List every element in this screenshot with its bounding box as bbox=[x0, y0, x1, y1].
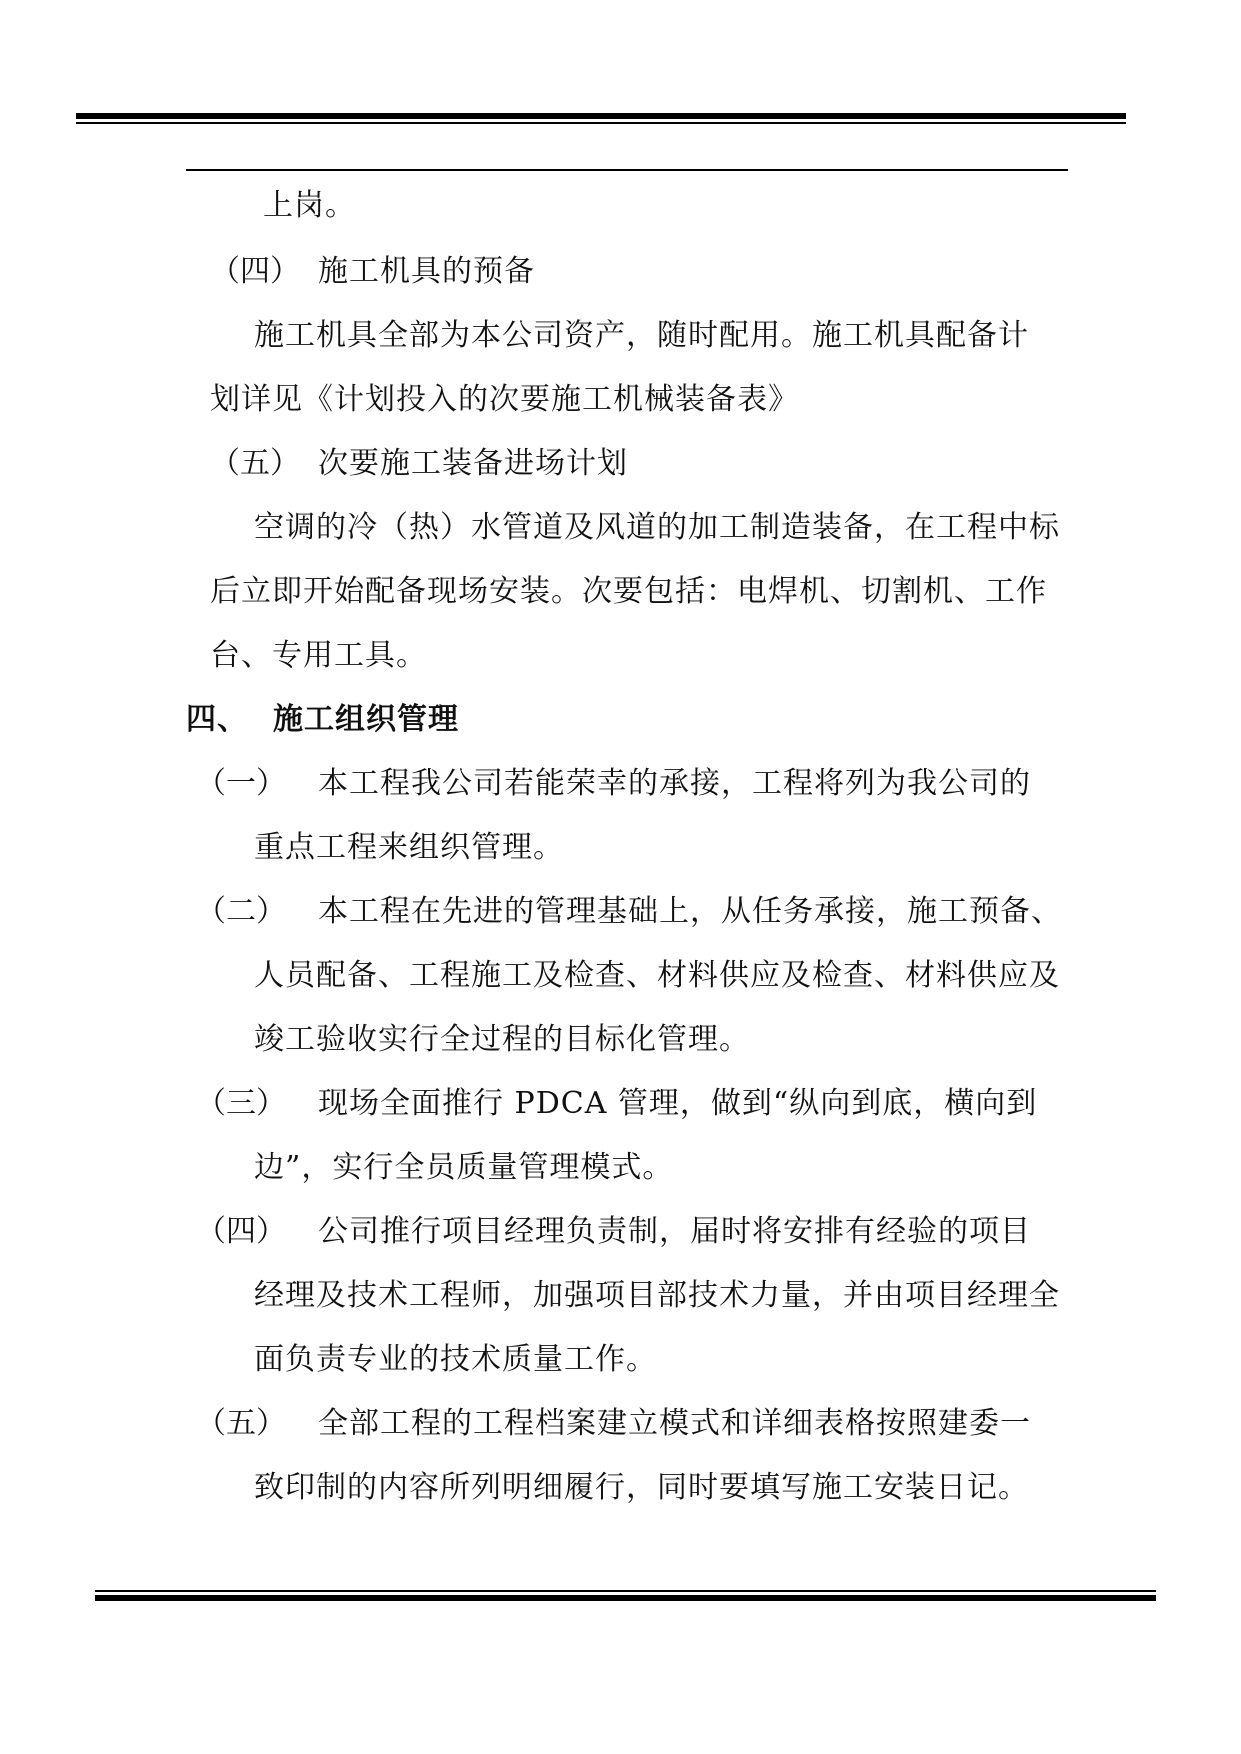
paragraph-line: 施工机具全部为本公司资产，随时配用。施工机具配备计 bbox=[254, 318, 1029, 353]
item-label: （一） bbox=[196, 766, 286, 801]
paragraph-line: 重点工程来组织管理。 bbox=[254, 830, 564, 865]
header-rule-thin bbox=[76, 122, 1126, 124]
item-label: （二） bbox=[196, 894, 286, 929]
paragraph-line: 公司推行项目经理负责制，届时将安排有经验的项目 bbox=[318, 1214, 1031, 1249]
paragraph-line: 经理及技术工程师，加强项目部技术力量，并由项目经理全 bbox=[254, 1278, 1060, 1313]
subsection-title: 施工机具的预备 bbox=[318, 254, 535, 289]
header-double-rule bbox=[76, 113, 1126, 127]
paragraph-line: 划详见《计划投入的次要施工机械装备表》 bbox=[210, 382, 799, 417]
footer-rule-thick bbox=[95, 1595, 1156, 1601]
header-rule-thick bbox=[76, 113, 1126, 119]
item-label: （五） bbox=[196, 1406, 286, 1441]
paragraph-line: 后立即开始配备现场安装。次要包括：电焊机、切割机、工作 bbox=[210, 574, 1047, 609]
header-underline bbox=[186, 169, 1068, 171]
paragraph-line: 致印制的内容所列明细履行，同时要填写施工安装日记。 bbox=[254, 1470, 1029, 1505]
paragraph-line: 竣工验收实行全过程的目标化管理。 bbox=[254, 1022, 750, 1057]
paragraph-line: 现场全面推行 PDCA 管理，做到“纵向到底，横向到 bbox=[318, 1086, 1038, 1121]
section-title: 施工组织管理 bbox=[273, 702, 459, 737]
paragraph-line: 本工程在先进的管理基础上，从任务承接，施工预备、 bbox=[318, 894, 1062, 929]
paragraph-line: 面负责专业的技术质量工作。 bbox=[254, 1342, 657, 1377]
subsection-title: 次要施工装备进场计划 bbox=[318, 446, 628, 481]
paragraph-line: 台、专用工具。 bbox=[210, 638, 427, 673]
paragraph-line: 边”，实行全员质量管理模式。 bbox=[254, 1150, 674, 1185]
paragraph-line: 本工程我公司若能荣幸的承接，工程将列为我公司的 bbox=[318, 766, 1031, 801]
paragraph-line: 全部工程的工程档案建立模式和详细表格按照建委一 bbox=[318, 1406, 1031, 1441]
section-number: 四、 bbox=[186, 702, 248, 737]
item-label: （三） bbox=[196, 1086, 286, 1121]
item-label: （四） bbox=[210, 254, 300, 289]
text-line: 上岗。 bbox=[263, 188, 356, 223]
paragraph-line: 人员配备、工程施工及检查、材料供应及检查、材料供应及 bbox=[254, 958, 1060, 993]
paragraph-line: 空调的冷（热）水管道及风道的加工制造装备，在工程中标 bbox=[254, 510, 1060, 545]
footer-rule-thin bbox=[95, 1590, 1156, 1592]
item-label: （四） bbox=[196, 1214, 286, 1249]
item-label: （五） bbox=[210, 446, 300, 481]
footer-double-rule bbox=[95, 1590, 1156, 1604]
